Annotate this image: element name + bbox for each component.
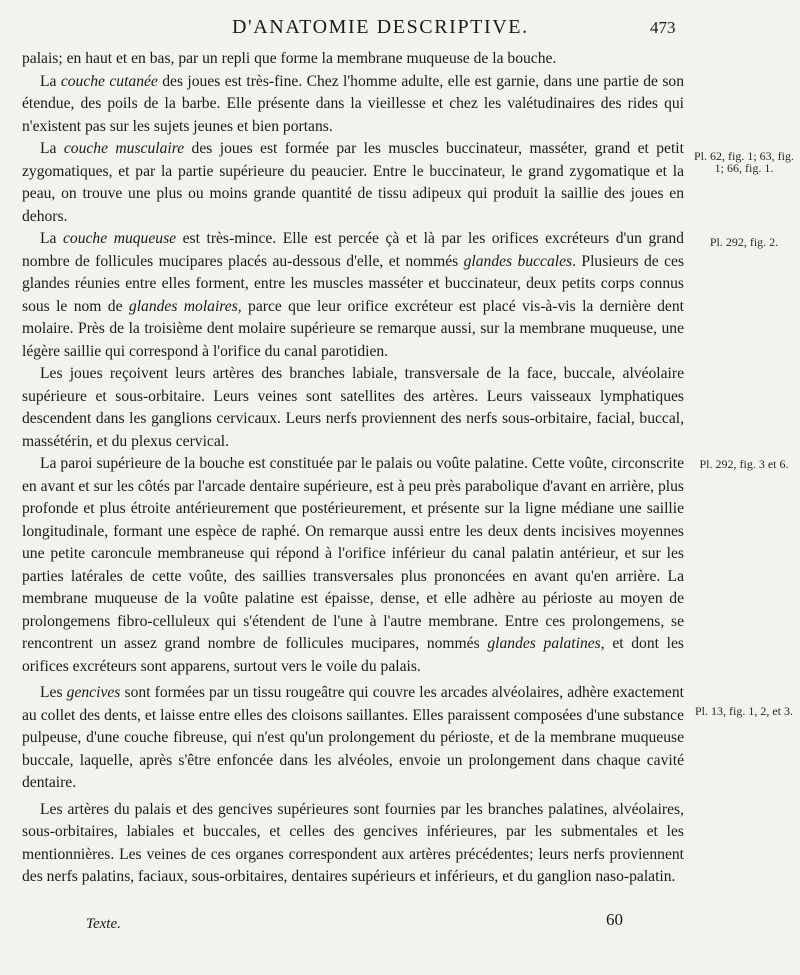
italic-term: glandes molaires: [128, 297, 238, 315]
paragraph-couche-musculaire: [22, 138, 684, 228]
text-run: , et dont les orifices excréteurs sont apparens, surtout vers le voile du palais.: [22, 635, 684, 675]
text-run: Les joues reçoivent leurs artères des branches labiale, transversale de la face, buccale, alvéolaire supérieure et sous-orbitaire. Leurs veines sont satellites des artères. Leurs vaisseaux lymphatiques descendent dans les ganglions cervicaux. Leurs nerfs proviennent des nerfs sous-orbitaire, facial, buccal, massétérin, et du plexus cervical.: [22, 365, 684, 450]
text-run: des joues est formée par les muscles buccinateur, masséter, grand et petit zygomatiques, et par la partie supérieure du peaucier. Entre le buccinateur, le grand zygomatique et la peau, on trouve une plus ou moins grande quantité de tissu adipeux qui produit la saillie des joues en dehors.: [22, 140, 684, 225]
running-title: D'ANATOMIE DESCRIPTIVE.: [232, 16, 529, 38]
text-run: sont formées par un tissu rougeâtre qui couvre les arcades alvéolaires, adhère exactement au collet des dents, et laisse entre elles des cloisons saillantes. Elles paraissent composées d'une substance pulpeuse, d'une couche fibreuse, qui n'est qu'un prolongement du périoste, et de la membrane muqueuse buccale, laquelle, après s'être enfoncée dans les alvéoles, envoie un prolongement dans chaque cavité dentaire.: [22, 684, 684, 791]
text-run: palais; en haut et en bas, par un repli que forme la membrane muqueuse de la bouche.: [22, 50, 557, 67]
paragraph-gencives: [22, 682, 684, 795]
italic-term: couche cutanée: [60, 72, 158, 90]
margin-note-plate-292-fig-2: Pl. 292, fig. 2.: [709, 235, 779, 249]
text-run: . Plusieurs de ces glandes réunies entre elles forment, entre les muscles masséter et buccinateur, deux petits corps connus sous le nom de: [22, 252, 685, 315]
italic-term: glandes buccales: [463, 252, 573, 270]
page-number: 473: [650, 18, 676, 37]
text-run: La paroi supérieure de la bouche est constituée par le palais ou voûte palatine. Cette voûte, circonscrite en avant et sur les côtés par l'arcade dentaire supérieure, est à peu près parabolique d'avant en arrière, plus profonde et plus étroite antérieurement que postérieurement, et présente sur la ligne médiane une saillie longitudinale, formant une espèce de raphé. On remarque aussi entre les deux dents incisives moyennes une petite caroncule membraneuse qui répond à l'orifice inférieur du canal palatin antérieur, et sur les parties latérales de cette voûte, des saillies transversales plus prononcées en avant qu'en arrière. La membrane muqueuse de la voûte palatine est épaisse, dense, et elle adhère au périoste au moyen de prolongemens fibro-celluleux qui s'étendent de l'une à l'autre membrane. Entre ces prolongemens, se rencontrent un assez grand nombre de follicules mucipares, nommés: [22, 455, 684, 652]
running-head: [0, 14, 800, 44]
text-run: La: [40, 230, 63, 247]
sheet-number: 60: [606, 910, 623, 929]
text-run: La: [40, 140, 64, 157]
text-run: Les: [40, 684, 67, 701]
paragraph-palais-end: [22, 48, 684, 71]
italic-term: gencives: [66, 684, 121, 701]
text-run: , parce que leur orifice excréteur est placé vis-à-vis la dernière dent molaire. Près de la troisième dent molaire supérieure se remarque aussi, sur la membrane muqueuse, une légère saillie qui correspond à l'orifice du canal parotidien.: [22, 297, 684, 360]
paragraph-vaisseaux-gencives: [22, 799, 684, 889]
paragraph-couche-muqueuse: [22, 228, 684, 363]
italic-term: couche muqueuse: [63, 230, 177, 247]
margin-note-plate-13: Pl. 13, fig. 1, 2, et 3.: [695, 704, 793, 718]
paragraph-voute-palatine: [22, 453, 684, 678]
paragraph-vaisseaux-joues: [22, 363, 684, 453]
italic-term: couche musculaire: [63, 140, 185, 157]
text-run: est très-mince. Elle est percée çà et là par les orifices excréteurs d'un grand nombre de follicules mucipares placés au-dessous d'elle, et nommés: [22, 230, 684, 270]
signature-mark: Texte.: [86, 916, 121, 932]
text-run: Les artères du palais et des gencives supérieures sont fournies par les branches palatines, alvéolaires, sous-orbitaires, labiales et buccales, et celles des gencives inférieures, par les submentales et les mentionnières. Les veines de ces organes correspondent aux artères précédentes; leurs nerfs proviennent des nerfs palatins, faciaux, sous-orbitaires, dentaires supérieurs et inférieurs, et du ganglion naso-palatin.: [22, 800, 684, 885]
text-run: des joues est très-fine. Chez l'homme adulte, elle est garnie, dans une partie de son étendue, des poils de la barbe. Elle présente dans la vieillesse et chez les valétudinaires des rides qui n'existent pas sur les sujets jeunes et bien portans.: [22, 72, 684, 135]
margin-note-plate-62: Pl. 62, fig. 1; 63, fig. 1; 66, fig. 1.: [693, 149, 794, 175]
margin-note-plate-292-fig-3: Pl. 292, fig. 3 et 6.: [699, 457, 789, 471]
italic-term: glandes palatines: [487, 635, 601, 652]
body-text: [22, 48, 684, 889]
text-run: La: [40, 72, 61, 90]
paragraph-couche-cutanee: [22, 71, 684, 139]
